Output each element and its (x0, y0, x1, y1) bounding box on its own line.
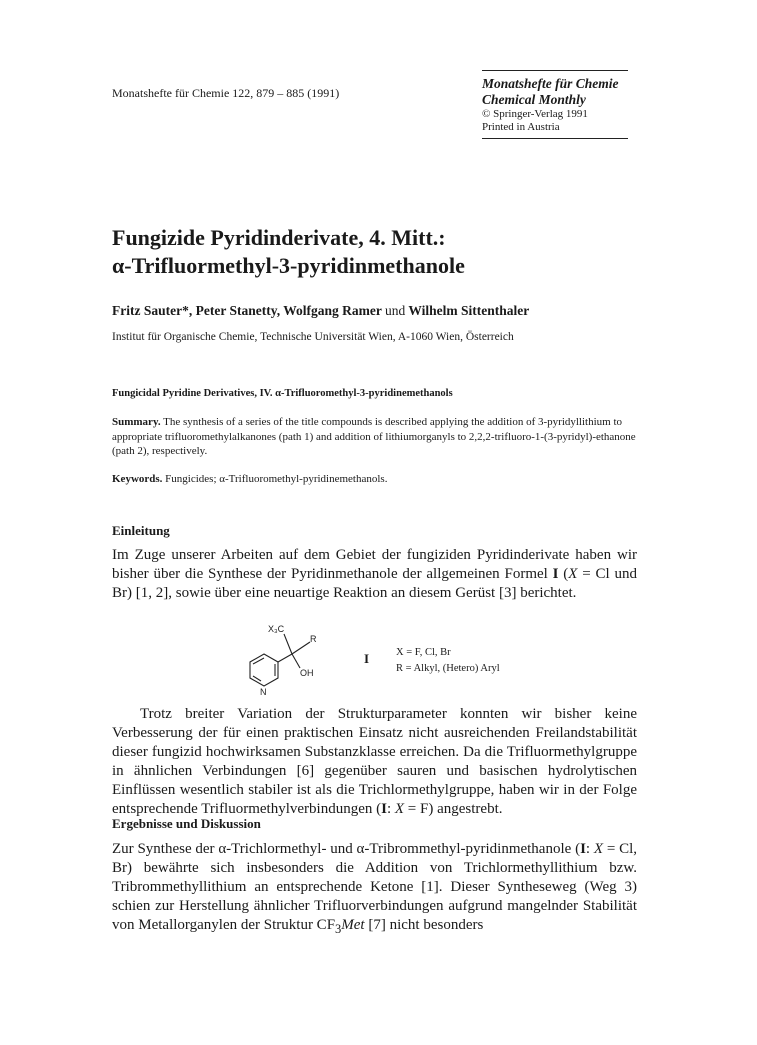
paragraph-results-1 (112, 840, 637, 939)
bottom-rule (482, 138, 628, 139)
summary-label: Summary. (112, 416, 161, 428)
keywords-text: Fungicides; α-Trifluoromethyl-pyridinemethanols. (165, 473, 388, 485)
variable: X (394, 801, 405, 817)
pyridine-ring (250, 654, 278, 686)
text: ( (558, 566, 569, 582)
text: Trotz breiter Variation der Strukturparameter konnten wir bisher keine Verbesserung der für einen praktischen Einsatz nicht ausreichenden Freilandstabilität dieser fungizid hochwirksamen Substanzklasse erreichen. Da die Trifluormethylgruppe in ähnlichen Verbindungen [6] gegenüber sauren und basischen hydrolytischen Einflüssen wesentlich stabiler ist als die Trichlormethylgruppe, haben wir in der Folge entsprechende Trifluormethylverbindungen ( (112, 706, 637, 817)
title-line-2: α-Trifluormethyl-3-pyridinmethanole (112, 253, 465, 278)
text: = Cl, Br) bewährte sich insbesonders die Addition von Trichlormethyllithium bzw. Tribrommethyllithium an entsprechende Ketone [1]. Dieser Syntheseweg (Weg 3) schien zur Herstellung ähnlicher Trifluorverbindungen aufgrund mangelnder Stabilität von Metallorganylen der Struktur CF (112, 841, 637, 933)
x3c-label: X₃C (268, 624, 285, 634)
formula-ref: I (580, 841, 586, 857)
authors-part-1: Fritz Sauter*, Peter Stanetty, Wolfgang Ramer (112, 303, 382, 318)
copyright: © Springer-Verlag 1991 (482, 108, 588, 120)
printed-in: Printed in Austria (482, 121, 560, 133)
definition-r: R = Alkyl, (Hetero) Aryl (396, 663, 500, 674)
journal-name-de: Monatshefte für Chemie (482, 76, 619, 91)
paragraph-intro-1 (112, 546, 637, 603)
authors-part-2: Wilhelm Sittenthaler (408, 303, 530, 318)
subscript: 3 (335, 922, 342, 936)
r-label: R (310, 634, 317, 644)
variable: Met (341, 917, 365, 933)
definition-x: X = F, Cl, Br (396, 647, 451, 658)
keywords-label: Keywords. (112, 473, 163, 485)
formula-label: I (364, 651, 370, 666)
title-line-1: Fungizide Pyridinderivate, 4. Mitt.: (112, 225, 446, 250)
journal-box (482, 70, 632, 139)
keywords (112, 473, 387, 485)
english-title: Fungicidal Pyridine Derivatives, IV. α-Trifluoromethyl-3-pyridinemethanols (112, 388, 453, 399)
top-rule (482, 70, 628, 71)
text: [7] nicht besonders (364, 917, 484, 933)
chemical-structure (230, 618, 350, 700)
formula-definitions (396, 645, 500, 677)
text: Im Zuge unserer Arbeiten auf dem Gebiet der fungiziden Pyridinderivate haben wir bisher über die Synthese der Pyridinmethanole der allgemeinen Formel (112, 547, 637, 582)
text: = F) angestrebt. (404, 801, 503, 817)
text: : (585, 841, 594, 857)
journal-citation: Monatshefte für Chemie 122, 879 – 885 (1991) (112, 86, 340, 100)
authors (112, 303, 529, 319)
formula-ref: I (381, 801, 387, 817)
n-label: N (260, 687, 267, 697)
summary-text: The synthesis of a series of the title compounds is described applying the addition of 3-pyridyllithium to appropriate trifluoromethylalkanones (path 1) and addition of lithiumorganyls to 2,2,2-trifluoro-1-(3-pyridyl)-ethanone (path 2), respectively. (112, 416, 636, 457)
heading-ergebnisse: Ergebnisse und Diskussion (112, 816, 261, 831)
journal-name-en: Chemical Monthly (482, 92, 586, 107)
oh-label: OH (300, 668, 314, 678)
article-title (112, 224, 465, 280)
summary (112, 415, 637, 459)
authors-and: und (384, 303, 406, 318)
affiliation: Institut für Organische Chemie, Technische Universität Wien, A-1060 Wien, Österreich (112, 331, 514, 343)
text: = Cl und Br) [1, 2], sowie über eine neuartige Reaktion an diesem Gerüst [3] berichtet. (112, 566, 637, 601)
formula-ref: I (552, 566, 559, 582)
text: Zur Synthese der α-Trichlormethyl- und α-Tribrommethyl-pyridinmethanole ( (112, 841, 581, 857)
heading-einleitung: Einleitung (112, 523, 170, 538)
variable: X (568, 566, 578, 582)
paragraph-intro-2 (112, 705, 637, 819)
variable: X (593, 841, 604, 857)
text: : (386, 801, 395, 817)
